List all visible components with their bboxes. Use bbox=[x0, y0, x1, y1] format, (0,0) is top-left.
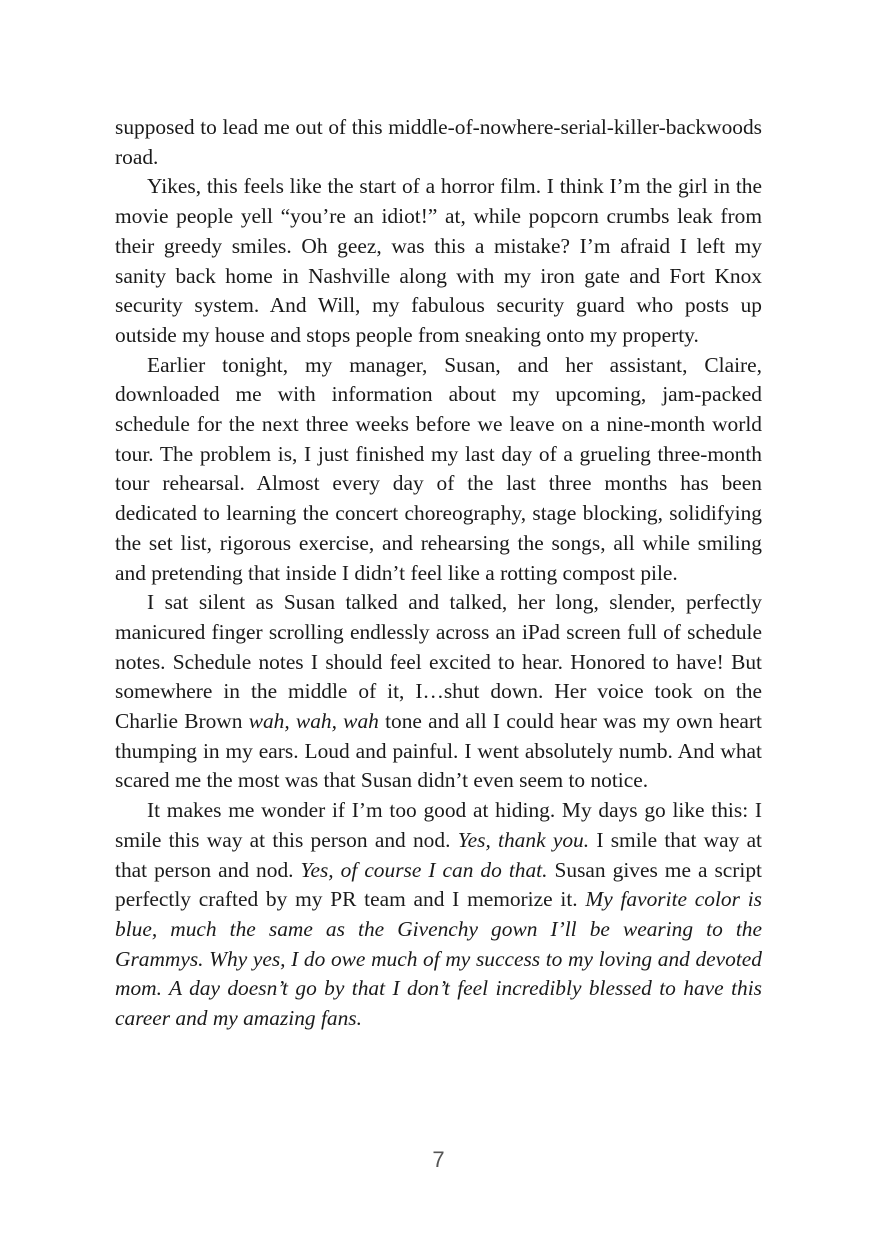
text-run: I sat silent as Susan talked and talked, her long, slender, perfectly manicured finger scrolling endlessly across an iPad screen full of schedule notes. Schedule notes I should feel excited to hear. Honored to have! But somewhere in the middle of it, I…shut down. Her voice took on the Charlie Brown bbox=[115, 590, 762, 734]
italic-text-run: My favorite color is blue, much the same as the Givenchy gown I’ll be wearing to the Grammys. Why yes, I do owe much of my success to my loving and devoted mom. A day doesn’t go by that I don’t feel incredibly blessed to have this career and my amazing fans. bbox=[115, 887, 762, 1031]
text-run: It makes me wonder if I’m too good at hiding. My days go like this: I smile this way at this person and nod. bbox=[115, 798, 762, 852]
paragraph bbox=[115, 113, 762, 172]
text-run: supposed to lead me out of this middle-of-nowhere-serial-killer-backwoods road. bbox=[115, 115, 762, 169]
paragraph bbox=[115, 796, 762, 1034]
text-run: I smile that way at that person and nod. bbox=[115, 827, 763, 882]
paragraph bbox=[115, 351, 762, 589]
text-run: Yikes, this feels like the start of a horror film. I think I’m the girl in the movie people yell “you’re an idiot!” at, while popcorn crumbs leak from their greedy smiles. Oh geez, was this a mistake? I’m afraid I left my sanity back home in Nashville along with my iron gate and Fort Knox security system. And Will, my fabulous security guard who posts up outside my house and stops people from sneaking onto my property. bbox=[115, 174, 762, 347]
paragraph bbox=[115, 588, 762, 796]
italic-text-run: wah, wah, wah bbox=[248, 709, 379, 734]
text-run: Susan gives me a script perfectly crafted by my PR team and I memorize it. bbox=[115, 857, 763, 912]
paragraph bbox=[115, 172, 762, 350]
page-number: 7 bbox=[432, 1147, 445, 1172]
italic-text-run: Yes, thank you. bbox=[457, 827, 590, 852]
text-run: Earlier tonight, my manager, Susan, and her assistant, Claire, downloaded me with information about my upcoming, jam-packed schedule for the next three weeks before we leave on a nine-month world tour. The problem is, I just finished my last day of a grueling three-month tour rehearsal. Almost every day of the last three months has been dedicated to learning the concert choreography, stage blocking, solidifying the set list, rigorous exercise, and rehearsing the songs, all while smiling and pretending that inside I didn’t feel like a rotting compost pile. bbox=[115, 352, 762, 585]
book-page-body bbox=[115, 113, 762, 1034]
text-run: tone and all I could hear was my own heart thumping in my ears. Loud and painful. I went absolutely numb. And what scared me the most was that Susan didn’t even seem to notice. bbox=[115, 709, 762, 793]
italic-text-run: Yes, of course I can do that. bbox=[300, 857, 548, 882]
